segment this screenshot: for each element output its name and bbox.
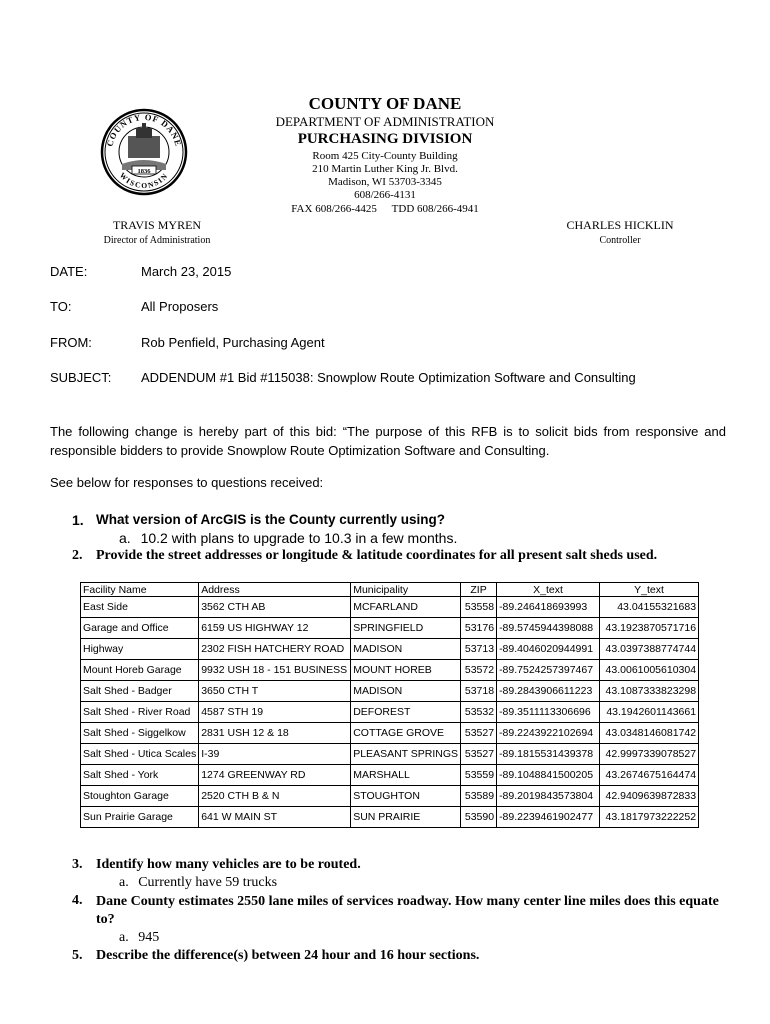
salt-shed-table — [80, 582, 699, 828]
official-name: TRAVIS MYREN — [112, 218, 202, 232]
address-line: Madison, WI 53703-3345 — [328, 176, 442, 188]
question-5 — [72, 948, 732, 966]
table-row — [81, 807, 699, 828]
x-cell: -89.3511113306696 — [497, 702, 600, 723]
municipality-cell: DEFOREST — [351, 702, 461, 723]
zip-cell: 53527 — [461, 723, 497, 744]
table-header-row — [81, 583, 699, 597]
question-1 — [72, 512, 732, 530]
address-cell: 2520 CTH B & N — [199, 786, 351, 807]
municipality-cell: MADISON — [351, 681, 461, 702]
header-address: Address — [199, 583, 351, 597]
fax-tdd-line — [0, 203, 770, 215]
table-row — [81, 786, 699, 807]
question-number: 4. — [72, 893, 83, 908]
y-cell: 43.2674675164474 — [600, 765, 699, 786]
subject-label: SUBJECT: — [50, 370, 112, 385]
facility-cell: Salt Shed - Siggelkow — [81, 723, 199, 744]
answer-4a — [119, 930, 159, 946]
municipality-cell: MARSHALL — [351, 765, 461, 786]
answer-label: a. — [119, 875, 129, 890]
address-line: 210 Martin Luther King Jr. Blvd. — [312, 163, 458, 175]
answer-1a — [119, 530, 457, 546]
question-text: Describe the difference(s) between 24 hour and 16 hour sections. — [96, 948, 480, 963]
header-x-text: X_text — [497, 583, 600, 597]
address-cell: 2302 FISH HATCHERY ROAD — [199, 639, 351, 660]
x-cell: -89.1815531439378 — [497, 744, 600, 765]
official-title: Controller — [599, 235, 641, 246]
address-cell: 2831 USH 12 & 18 — [199, 723, 351, 744]
zip-cell: 53558 — [461, 597, 497, 618]
table-row — [81, 744, 699, 765]
official-title: Director of Administration — [103, 235, 211, 246]
y-cell: 43.04155321683 — [600, 597, 699, 618]
y-cell: 43.1087333823298 — [600, 681, 699, 702]
tdd-number: TDD 608/266-4941 — [391, 203, 479, 215]
address-cell: 641 W MAIN ST — [199, 807, 351, 828]
municipality-cell: STOUGHTON — [351, 786, 461, 807]
to-label: TO: — [50, 299, 72, 314]
table-row — [81, 660, 699, 681]
zip-cell: 53718 — [461, 681, 497, 702]
phone-line: 608/266-4131 — [354, 189, 416, 201]
y-cell: 43.0348146081742 — [600, 723, 699, 744]
header-y-text: Y_text — [600, 583, 699, 597]
left-official — [62, 218, 252, 246]
from-label: FROM: — [50, 335, 92, 350]
address-cell: 4587 STH 19 — [199, 702, 351, 723]
x-cell: -89.2843906611223 — [497, 681, 600, 702]
answer-text: Currently have 59 trucks — [138, 875, 278, 890]
zip-cell: 53176 — [461, 618, 497, 639]
right-official — [515, 218, 725, 246]
answer-3a — [119, 875, 277, 891]
header-zip: ZIP — [461, 583, 497, 597]
y-cell: 43.1923870571716 — [600, 618, 699, 639]
county-name: COUNTY OF DANE — [308, 94, 462, 113]
question-number: 5. — [72, 948, 83, 963]
zip-cell: 53559 — [461, 765, 497, 786]
body-paragraph: The following change is hereby part of this bid: “The purpose of this RFB is to solicit bids from responsive and responsible bidders to provide Snowplow Route Optimization Software and Consulting. — [50, 424, 726, 458]
y-cell: 42.9997339078527 — [600, 744, 699, 765]
question-text: What version of ArcGIS is the County currently using? — [96, 512, 446, 527]
y-cell: 43.1817973222252 — [600, 807, 699, 828]
address-line: Room 425 City-County Building — [312, 150, 458, 162]
question-4 — [72, 893, 732, 929]
division-name: PURCHASING DIVISION — [297, 131, 473, 147]
question-number: 3. — [72, 857, 83, 872]
see-below-text: See below for responses to questions received: — [50, 475, 324, 490]
municipality-cell: MADISON — [351, 639, 461, 660]
address-cell: I-39 — [199, 744, 351, 765]
table-row — [81, 765, 699, 786]
question-text: Identify how many vehicles are to be routed. — [96, 857, 361, 872]
header-municipality: Municipality — [351, 583, 461, 597]
x-cell: -89.4046020944991 — [497, 639, 600, 660]
address-cell: 3562 CTH AB — [199, 597, 351, 618]
municipality-cell: PLEASANT SPRINGS — [351, 744, 461, 765]
x-cell: -89.1048841500205 — [497, 765, 600, 786]
municipality-cell: MCFARLAND — [351, 597, 461, 618]
to-value: All Proposers — [141, 299, 219, 314]
municipality-cell: SPRINGFIELD — [351, 618, 461, 639]
from-value: Rob Penfield, Purchasing Agent — [141, 335, 325, 350]
facility-cell: Stoughton Garage — [81, 786, 199, 807]
municipality-cell: SUN PRAIRIE — [351, 807, 461, 828]
x-cell: -89.2243922102694 — [497, 723, 600, 744]
facility-cell: Mount Horeb Garage — [81, 660, 199, 681]
address-cell: 1274 GREENWAY RD — [199, 765, 351, 786]
table-row — [81, 681, 699, 702]
y-cell: 43.0397388774744 — [600, 639, 699, 660]
municipality-cell: MOUNT HOREB — [351, 660, 461, 681]
question-2 — [72, 548, 732, 566]
facility-cell: East Side — [81, 597, 199, 618]
facility-cell: Salt Shed - River Road — [81, 702, 199, 723]
table-row — [81, 597, 699, 618]
table-row — [81, 723, 699, 744]
svg-text:WISCONSIN: WISCONSIN — [117, 170, 171, 191]
x-cell: -89.2239461902477 — [497, 807, 600, 828]
answer-label: a. — [119, 930, 129, 945]
facility-cell: Salt Shed - Utica Scales — [81, 744, 199, 765]
answer-text: 10.2 with plans to upgrade to 10.3 in a few months. — [140, 530, 458, 546]
facility-cell: Garage and Office — [81, 618, 199, 639]
zip-cell: 53527 — [461, 744, 497, 765]
question-number: 1. — [72, 512, 84, 528]
x-cell: -89.246418693993 — [497, 597, 600, 618]
municipality-cell: COTTAGE GROVE — [351, 723, 461, 744]
address-cell: 6159 US HIGHWAY 12 — [199, 618, 351, 639]
x-cell: -89.2019843573804 — [497, 786, 600, 807]
y-cell: 43.1942601143661 — [600, 702, 699, 723]
fax-number: FAX 608/266-4425 — [291, 203, 377, 215]
svg-text:COUNTY OF DANE: COUNTY OF DANE — [104, 111, 184, 148]
zip-cell: 53532 — [461, 702, 497, 723]
question-text: Dane County estimates 2550 lane miles of services roadway. How many center line miles does this equate to? — [96, 894, 719, 927]
address-cell: 9932 USH 18 - 151 BUSINESS — [199, 660, 351, 681]
facility-cell: Salt Shed - York — [81, 765, 199, 786]
table-row — [81, 639, 699, 660]
x-cell: -89.7524257397467 — [497, 660, 600, 681]
table-row — [81, 702, 699, 723]
x-cell: -89.5745944398088 — [497, 618, 600, 639]
answer-text: 945 — [138, 930, 160, 945]
question-text: Provide the street addresses or longitude & latitude coordinates for all present salt sheds used. — [96, 548, 658, 563]
zip-cell: 53589 — [461, 786, 497, 807]
facility-cell: Highway — [81, 639, 199, 660]
header-facility-name: Facility Name — [81, 583, 199, 597]
facility-cell: Salt Shed - Badger — [81, 681, 199, 702]
subject-value: ADDENDUM #1 Bid #115038: Snowplow Route Optimization Software and Consulting — [141, 370, 636, 385]
y-cell: 43.0061005610304 — [600, 660, 699, 681]
table-row — [81, 618, 699, 639]
zip-cell: 53713 — [461, 639, 497, 660]
answer-label: a. — [119, 530, 131, 546]
y-cell: 42.9409639872833 — [600, 786, 699, 807]
date-label: DATE: — [50, 264, 88, 279]
official-name: CHARLES HICKLIN — [566, 218, 674, 232]
address-cell: 3650 CTH T — [199, 681, 351, 702]
date-value: March 23, 2015 — [141, 264, 232, 279]
zip-cell: 53590 — [461, 807, 497, 828]
department-name: DEPARTMENT OF ADMINISTRATION — [275, 114, 495, 129]
facility-cell: Sun Prairie Garage — [81, 807, 199, 828]
question-number: 2. — [72, 548, 83, 563]
question-3 — [72, 857, 732, 875]
zip-cell: 53572 — [461, 660, 497, 681]
svg-text:1836: 1836 — [137, 168, 151, 175]
